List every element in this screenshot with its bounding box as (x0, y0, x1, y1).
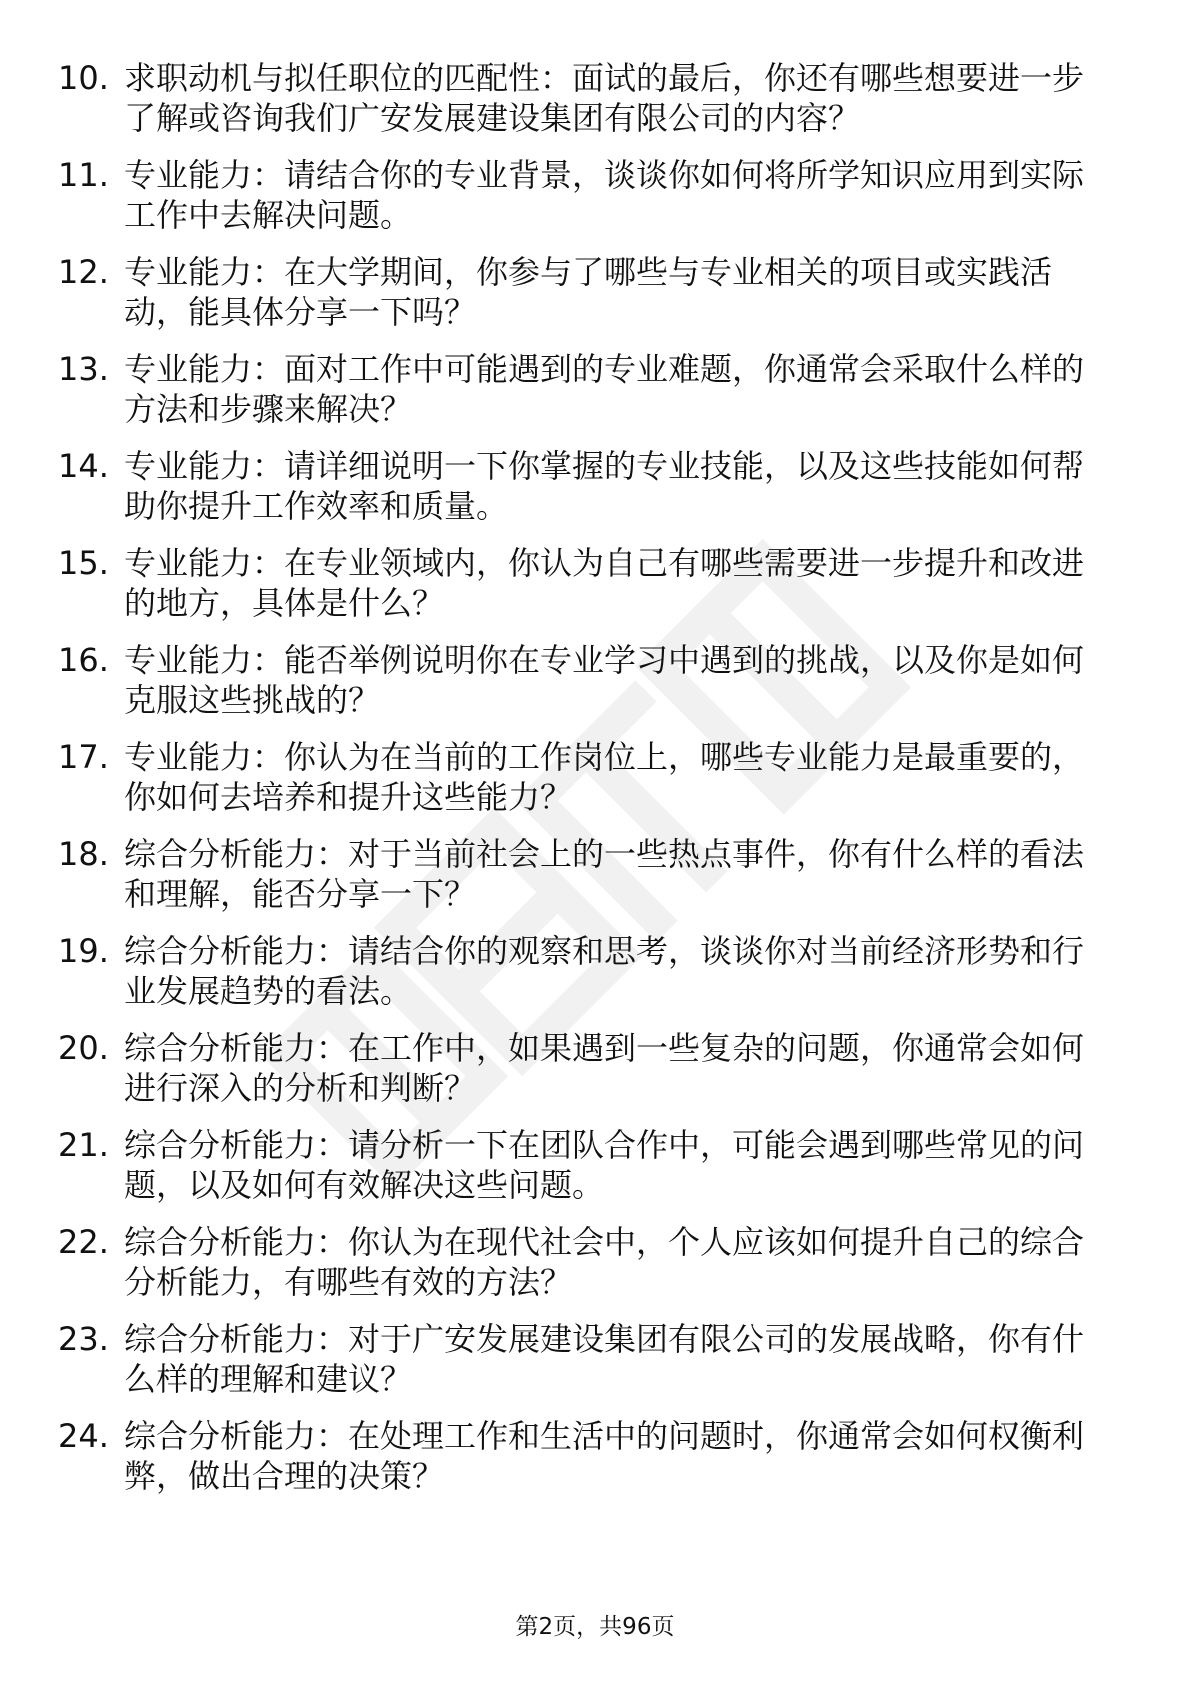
question-item (58, 931, 1113, 1028)
question-item (58, 1028, 1113, 1125)
question-text: 专业能力：在专业领域内，你认为自己有哪些需要进一步提升和改进的地方，具体是什么？ (124, 544, 1085, 622)
question-item (58, 834, 1113, 931)
page-footer (0, 1612, 1190, 1642)
page-number-label: 第2页，共96页 (515, 1614, 675, 1640)
question-text: 综合分析能力：对于当前社会上的一些热点事件，你有什么样的看法和理解，能否分享一下？ (124, 835, 1085, 913)
question-item (58, 58, 1113, 155)
question-number: 14. (58, 447, 109, 485)
question-item (58, 1319, 1113, 1416)
question-item (58, 1125, 1113, 1222)
question-number: 16. (58, 641, 109, 679)
question-text: 专业能力：请结合你的专业背景，谈谈你如何将所学知识应用到实际工作中去解决问题。 (124, 156, 1085, 234)
question-item (58, 252, 1113, 349)
question-text: 综合分析能力：你认为在现代社会中，个人应该如何提升自己的综合分析能力，有哪些有效的方法？ (124, 1223, 1085, 1301)
question-number: 24. (58, 1417, 109, 1455)
question-number: 20. (58, 1029, 109, 1067)
question-number: 10. (58, 59, 109, 97)
question-list (58, 58, 1113, 1513)
question-number: 12. (58, 253, 109, 291)
question-text: 专业能力：在大学期间，你参与了哪些与专业相关的项目或实践活动，能具体分享一下吗？ (124, 253, 1053, 331)
question-text: 综合分析能力：在处理工作和生活中的问题时，你通常会如何权衡利弊，做出合理的决策？ (124, 1417, 1085, 1495)
question-number: 21. (58, 1126, 109, 1164)
question-text: 综合分析能力：在工作中，如果遇到一些复杂的问题，你通常会如何进行深入的分析和判断？ (124, 1029, 1085, 1107)
question-number: 13. (58, 350, 109, 388)
question-number: 15. (58, 544, 109, 582)
question-item (58, 446, 1113, 543)
question-text: 专业能力：请详细说明一下你掌握的专业技能，以及这些技能如何帮助你提升工作效率和质量。 (124, 447, 1085, 525)
question-item (58, 640, 1113, 737)
question-number: 23. (58, 1320, 109, 1358)
question-text: 专业能力：你认为在当前的工作岗位上，哪些专业能力是最重要的，你如何去培养和提升这些能力？ (124, 738, 1085, 816)
question-number: 18. (58, 835, 109, 873)
question-number: 22. (58, 1223, 109, 1261)
question-item (58, 155, 1113, 252)
question-number: 17. (58, 738, 109, 776)
question-text: 综合分析能力：请结合你的观察和思考，谈谈你对当前经济形势和行业发展趋势的看法。 (124, 932, 1085, 1010)
question-text: 综合分析能力：对于广安发展建设集团有限公司的发展战略，你有什么样的理解和建议？ (124, 1320, 1085, 1398)
question-text: 综合分析能力：请分析一下在团队合作中，可能会遇到哪些常见的问题，以及如何有效解决这些问题。 (124, 1126, 1085, 1204)
question-text: 专业能力：能否举例说明你在专业学习中遇到的挑战，以及你是如何克服这些挑战的？ (124, 641, 1085, 719)
question-text: 专业能力：面对工作中可能遇到的专业难题，你通常会采取什么样的方法和步骤来解决？ (124, 350, 1085, 428)
question-item (58, 543, 1113, 640)
question-item (58, 349, 1113, 446)
question-item (58, 737, 1113, 834)
question-item (58, 1222, 1113, 1319)
question-text: 求职动机与拟任职位的匹配性：面试的最后，你还有哪些想要进一步了解或咨询我们广安发展建设集团有限公司的内容？ (124, 59, 1085, 137)
question-item (58, 1416, 1113, 1513)
question-number: 11. (58, 156, 109, 194)
question-number: 19. (58, 932, 109, 970)
